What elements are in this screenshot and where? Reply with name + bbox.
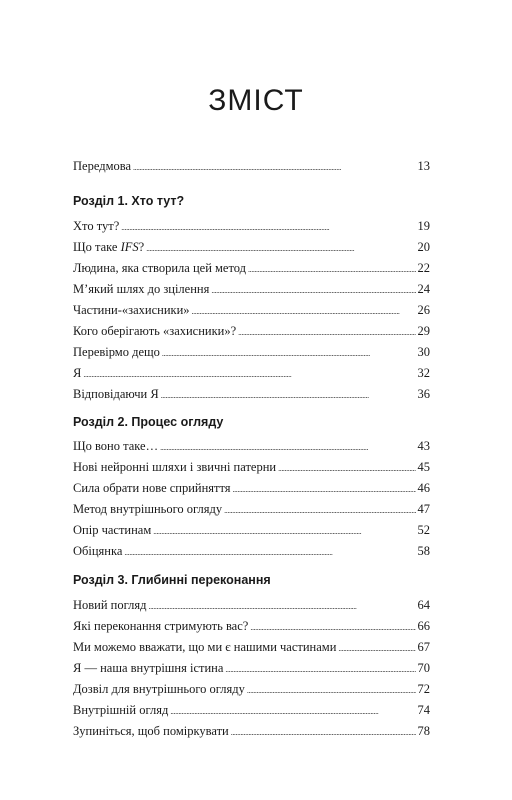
toc-entry-page: 70 [417, 661, 430, 675]
toc-entry-page: 72 [417, 682, 430, 696]
toc-entry-label: Хто тут? [73, 219, 120, 233]
toc-entry-page: 45 [417, 460, 430, 474]
toc-entry[interactable] [73, 238, 430, 256]
toc-entry-label: Опір частинам [73, 523, 152, 537]
toc-entry[interactable] [73, 364, 430, 382]
toc-entry-page: 64 [417, 598, 430, 612]
dot-leader [233, 479, 416, 499]
toc-entry-label: Перевірмо дещо [73, 345, 160, 359]
toc-entry[interactable] [73, 301, 430, 319]
toc-entry-label: М’який шлях до зцілення [73, 282, 210, 296]
toc-entry-label: Я — наша внутрішня істина [73, 661, 224, 675]
toc-entry[interactable] [73, 437, 430, 455]
toc-entry-label: Сила обрати нове сприйняття [73, 481, 231, 495]
dot-leader [83, 364, 415, 384]
dot-leader [238, 322, 415, 342]
toc-entry[interactable] [73, 638, 430, 656]
dot-leader [224, 500, 415, 520]
toc-entry[interactable] [73, 701, 430, 719]
toc-entry-label: Кого оберігають «захисники»? [73, 324, 237, 338]
toc-entry-label: Метод внутрішнього огляду [73, 502, 223, 516]
ifs-abbrev: IFS [120, 240, 139, 254]
toc-entry[interactable] [73, 385, 430, 403]
dot-leader [148, 596, 415, 616]
toc-entry[interactable] [73, 259, 430, 277]
toc-entry-page: 30 [417, 345, 430, 359]
toc-entry-page: 26 [417, 303, 430, 317]
toc-entry-label: Новий погляд [73, 598, 147, 612]
dot-leader [248, 259, 415, 279]
dot-leader [153, 521, 415, 541]
toc-entry-page: 20 [417, 240, 430, 254]
dot-leader [121, 217, 415, 237]
dot-leader [247, 680, 416, 700]
toc-entry-page: 47 [417, 502, 430, 516]
toc-entry[interactable] [73, 542, 430, 560]
toc-entry[interactable] [73, 479, 430, 497]
toc-entry-label: Що таке IFS? [73, 240, 145, 254]
toc-entry[interactable] [73, 217, 430, 235]
toc-entry-label: Передмова [73, 159, 132, 173]
toc-entry[interactable] [73, 343, 430, 361]
dot-leader [170, 701, 415, 721]
dot-leader [162, 343, 416, 363]
toc-entry-label: Ми можемо вважати, що ми є нашими частинами [73, 640, 337, 654]
section-heading: Розділ 3. Глибинні переконання [73, 573, 271, 587]
toc-entry[interactable] [73, 521, 430, 539]
toc-entry[interactable] [73, 280, 430, 298]
toc-entry-page: 66 [417, 619, 430, 633]
dot-leader [250, 617, 415, 637]
dot-leader [133, 157, 415, 177]
toc-entry-page: 32 [417, 366, 430, 380]
toc-entry-page: 52 [417, 523, 430, 537]
toc-entry-page: 29 [417, 324, 430, 338]
toc-entry-page: 19 [417, 219, 430, 233]
dot-leader [161, 385, 416, 405]
dot-leader [231, 722, 416, 742]
toc-entry-page: 46 [417, 481, 430, 495]
page-title: ЗМІСТ [208, 84, 304, 117]
toc-entry[interactable] [73, 680, 430, 698]
dot-leader [278, 458, 415, 478]
section-heading: Розділ 1. Хто тут? [73, 194, 185, 208]
toc-entry-label: Я [73, 366, 82, 380]
toc-entry-page: 22 [417, 261, 430, 275]
toc-entry[interactable] [73, 596, 430, 614]
dot-leader [124, 542, 415, 562]
toc-entry-page: 13 [417, 159, 430, 173]
toc-entry-label: Нові нейронні шляхи і звичні патерни [73, 460, 277, 474]
dot-leader [211, 280, 415, 300]
toc-entry-preface[interactable] [73, 157, 430, 175]
toc-entry[interactable] [73, 500, 430, 518]
toc-entry-page: 58 [417, 544, 430, 558]
toc-entry-label: Які переконання стримують вас? [73, 619, 249, 633]
dot-leader [160, 437, 415, 457]
toc-entry-page: 36 [417, 387, 430, 401]
toc-entry[interactable] [73, 322, 430, 340]
toc-entry-label: Частини-«захисники» [73, 303, 190, 317]
dot-leader [338, 638, 415, 658]
toc-entry-label: Людина, яка створила цей метод [73, 261, 247, 275]
dot-leader [146, 238, 415, 258]
toc-entry[interactable] [73, 458, 430, 476]
toc-entry-page: 24 [417, 282, 430, 296]
toc-entry-label: Відповідаючи Я [73, 387, 159, 401]
toc-entry-page: 67 [417, 640, 430, 654]
dot-leader [225, 659, 415, 679]
dot-leader [192, 301, 416, 321]
toc-entry-page: 78 [417, 724, 430, 738]
toc-entry-label: Обіцянка [73, 544, 123, 558]
toc-entry-page: 43 [417, 439, 430, 453]
toc-entry[interactable] [73, 617, 430, 635]
toc-entry-label: Що воно таке… [73, 439, 159, 453]
toc-entry-label: Дозвіл для внутрішнього огляду [73, 682, 245, 696]
toc-entry-page: 74 [417, 703, 430, 717]
section-heading: Розділ 2. Процес огляду [73, 415, 224, 429]
toc-entry[interactable] [73, 659, 430, 677]
toc-entry[interactable] [73, 722, 430, 740]
toc-entry-label: Внутрішній огляд [73, 703, 169, 717]
toc-entry-label: Зупиніться, щоб поміркувати [73, 724, 229, 738]
